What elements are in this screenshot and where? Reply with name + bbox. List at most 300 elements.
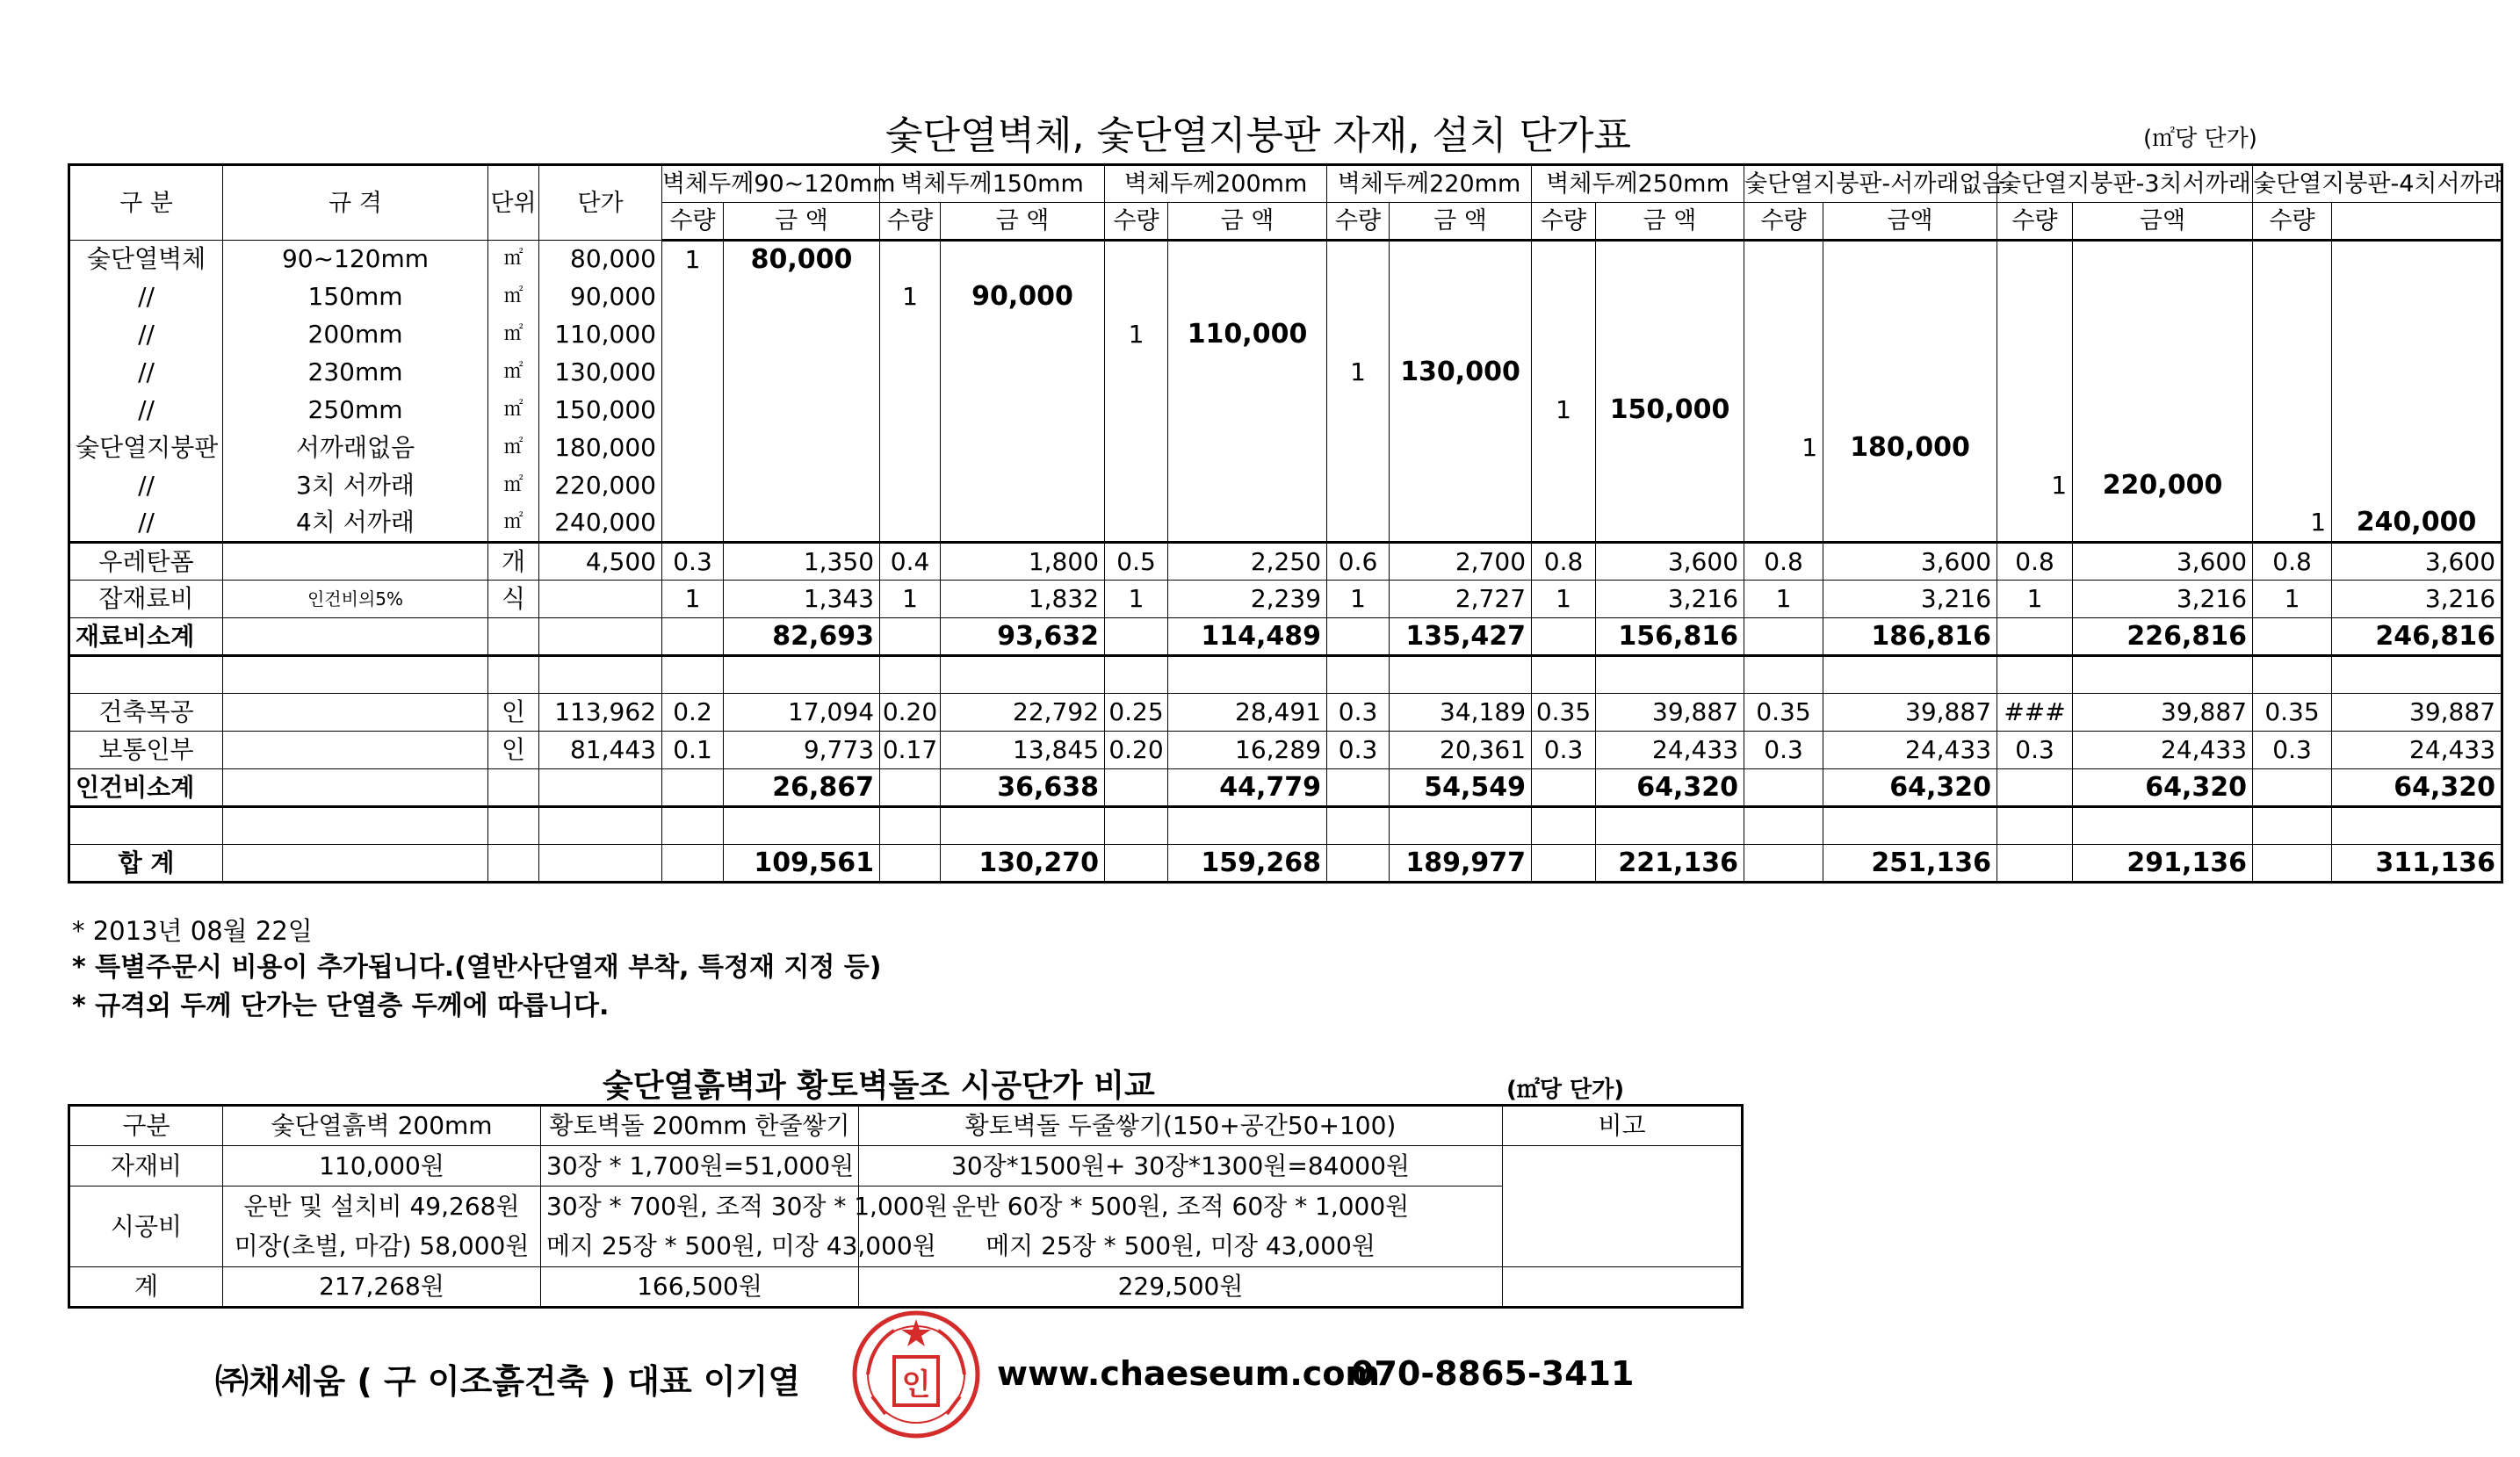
amount-cell [941, 316, 1105, 354]
amount-cell: 24,433 [1823, 732, 1997, 769]
amount-cell: 39,887 [2073, 694, 2253, 732]
qty-cell [662, 316, 724, 354]
qty-cell: 1 [1532, 392, 1596, 429]
blank-cell [539, 769, 662, 807]
laborer-row-unit: 인 [488, 732, 539, 769]
qty-cell: 0.35 [1532, 694, 1596, 732]
qty-cell: 1 [1105, 581, 1168, 618]
item-row [69, 467, 2502, 505]
amount-cell [2332, 316, 2502, 354]
qty-cell: 1 [1997, 467, 2073, 505]
amount-cell [2332, 392, 2502, 429]
header-amount: 금 액 [1168, 203, 1327, 241]
item-unit: ㎡ [488, 392, 539, 429]
qty-cell [2253, 392, 2332, 429]
qty-cell [1532, 505, 1596, 543]
amount-cell [1168, 354, 1327, 392]
qty-cell [1327, 316, 1390, 354]
amount-cell [724, 278, 880, 316]
header-amount: 금액 [1823, 203, 1997, 241]
amount-cell: 20,361 [1390, 732, 1532, 769]
amount-cell: 130,270 [941, 845, 1105, 883]
qty-cell: 0.17 [880, 732, 941, 769]
blank-cell [488, 769, 539, 807]
amount-cell: 24,433 [1596, 732, 1744, 769]
item-name: // [69, 354, 223, 392]
labor-subtotal-row [69, 769, 2502, 807]
urethane-row-name: 우레탄폼 [69, 543, 223, 581]
amount-cell [1823, 505, 1997, 543]
item-name: 숯단열벽체 [69, 241, 223, 278]
amount-cell: 80,000 [724, 241, 880, 278]
item-price: 150,000 [539, 392, 662, 429]
amount-cell: 150,000 [1596, 392, 1744, 429]
qty-cell: 1 [1327, 581, 1390, 618]
amount-cell: 3,216 [1823, 581, 1997, 618]
qty-cell [1105, 278, 1168, 316]
blank-cell [2073, 656, 2253, 694]
qty-cell [1532, 354, 1596, 392]
item-name: // [69, 392, 223, 429]
header-group: 벽체두께250mm [1532, 165, 1744, 203]
amount-cell: 34,189 [1390, 694, 1532, 732]
amount-cell [1823, 316, 1997, 354]
blank-cell [539, 656, 662, 694]
misc-row-price [539, 581, 662, 618]
header-spec: 규 격 [223, 165, 488, 241]
compare-row-label: 시공비 [69, 1187, 223, 1267]
amount-cell [1596, 241, 1744, 278]
item-unit: ㎡ [488, 278, 539, 316]
item-row [69, 278, 2502, 316]
header-amount-blank [2332, 203, 2502, 241]
qty-cell: 0.2 [662, 694, 724, 732]
item-spec: 200mm [223, 316, 488, 354]
item-name: // [69, 316, 223, 354]
amount-cell: 2,727 [1390, 581, 1532, 618]
qty-cell: ### [1997, 694, 2073, 732]
compare-cell: 30장 * 1,700원=51,000원 [541, 1146, 859, 1187]
amount-cell: 3,600 [2332, 543, 2502, 581]
amount-cell [941, 392, 1105, 429]
amount-cell: 159,268 [1168, 845, 1327, 883]
qty-cell [1532, 769, 1596, 807]
qty-cell: 1 [1997, 581, 2073, 618]
blank-cell [2073, 807, 2253, 845]
qty-cell [2253, 316, 2332, 354]
company-name: ㈜채세움 ( 구 이조흙건축 ) 대표 이기열 [215, 1362, 801, 1401]
total-row [69, 845, 2502, 883]
qty-cell [662, 467, 724, 505]
amount-cell [2073, 241, 2253, 278]
amount-cell [1823, 241, 1997, 278]
compare-row-label: 계 [69, 1267, 223, 1308]
qty-cell: 1 [1532, 581, 1596, 618]
qty-cell [662, 505, 724, 543]
header-group: 숯단열지붕판-3치서까래 [1997, 165, 2253, 203]
amount-cell [1168, 392, 1327, 429]
qty-cell [2253, 354, 2332, 392]
item-unit: ㎡ [488, 467, 539, 505]
qty-cell: 0.8 [1744, 543, 1823, 581]
qty-cell [2253, 618, 2332, 656]
qty-cell [1105, 429, 1168, 467]
qty-cell [1997, 278, 2073, 316]
qty-cell [1105, 769, 1168, 807]
amount-cell [1390, 505, 1532, 543]
qty-cell: 0.8 [1997, 543, 2073, 581]
qty-cell [1532, 429, 1596, 467]
item-unit: ㎡ [488, 354, 539, 392]
amount-cell: 2,250 [1168, 543, 1327, 581]
amount-cell [1168, 505, 1327, 543]
qty-cell: 1 [662, 581, 724, 618]
note-line-1: * 특별주문시 비용이 추가됩니다.(열반사단열재 부착, 특정재 지정 등) [72, 952, 882, 983]
qty-cell: 0.3 [1997, 732, 2073, 769]
urethane-row [69, 543, 2502, 581]
qty-cell [662, 354, 724, 392]
amount-cell [1168, 467, 1327, 505]
qty-cell: 1 [662, 241, 724, 278]
compare-cell: 미장(초벌, 마감) 58,000원 [223, 1227, 541, 1267]
compare-cell: 운반 60장 * 500원, 조적 60장 * 1,000원 [859, 1187, 1503, 1227]
compare-cell: 30장*1500원+ 30장*1300원=84000원 [859, 1146, 1503, 1187]
qty-cell: 0.3 [662, 543, 724, 581]
qty-cell [1744, 392, 1823, 429]
qty-cell: 1 [2253, 505, 2332, 543]
item-spec: 4치 서까래 [223, 505, 488, 543]
misc-row [69, 581, 2502, 618]
amount-cell [941, 467, 1105, 505]
qty-cell [1105, 392, 1168, 429]
qty-cell: 0.3 [1327, 732, 1390, 769]
qty-cell: 1 [1744, 429, 1823, 467]
amount-cell: 9,773 [724, 732, 880, 769]
blank-row [69, 807, 2502, 845]
qty-cell [2253, 241, 2332, 278]
qty-cell [1744, 241, 1823, 278]
item-spec: 230mm [223, 354, 488, 392]
qty-cell [1327, 769, 1390, 807]
qty-cell [2253, 467, 2332, 505]
amount-cell [1823, 278, 1997, 316]
qty-cell [1997, 429, 2073, 467]
blank-cell [1823, 807, 1997, 845]
qty-cell [1744, 769, 1823, 807]
compare-header: 황토벽돌 두줄쌓기(150+공간50+100) [859, 1106, 1503, 1146]
amount-cell: 1,343 [724, 581, 880, 618]
amount-cell: 110,000 [1168, 316, 1327, 354]
amount-cell: 39,887 [2332, 694, 2502, 732]
labor-subtotal-row-label: 인건비소계 [69, 769, 223, 807]
amount-cell: 3,600 [1596, 543, 1744, 581]
amount-cell [724, 392, 880, 429]
item-row [69, 241, 2502, 278]
amount-cell [1596, 429, 1744, 467]
carpenter-row [69, 694, 2502, 732]
qty-cell [1997, 618, 2073, 656]
blank-cell [2332, 656, 2502, 694]
amount-cell [1596, 278, 1744, 316]
amount-cell [1596, 505, 1744, 543]
blank-cell [880, 807, 941, 845]
amount-cell: 1,800 [941, 543, 1105, 581]
amount-cell [2332, 241, 2502, 278]
header-group: 벽체두께90~120mm [662, 165, 880, 203]
seal-stamp-icon [850, 1309, 982, 1440]
blank-cell [1997, 656, 2073, 694]
compare-title: 숯단열흙벽과 황토벽돌조 시공단가 비교 [603, 1068, 1155, 1104]
seal-text: 인 [901, 1367, 931, 1403]
qty-cell [1105, 467, 1168, 505]
blank-cell [539, 618, 662, 656]
amount-cell: 2,700 [1390, 543, 1532, 581]
compare-row-label: 자재비 [69, 1146, 223, 1187]
amount-cell: 3,216 [2073, 581, 2253, 618]
amount-cell [1168, 241, 1327, 278]
amount-cell: 3,600 [1823, 543, 1997, 581]
header-qty: 수량 [1327, 203, 1390, 241]
qty-cell [1327, 618, 1390, 656]
amount-cell [2073, 392, 2253, 429]
amount-cell: 1,832 [941, 581, 1105, 618]
amount-cell: 226,816 [2073, 618, 2253, 656]
amount-cell: 135,427 [1390, 618, 1532, 656]
blank-cell [724, 807, 880, 845]
item-price: 220,000 [539, 467, 662, 505]
blank-cell [2253, 807, 2332, 845]
header-qty: 수량 [1532, 203, 1596, 241]
qty-cell [1105, 505, 1168, 543]
amount-cell [941, 505, 1105, 543]
amount-cell: 311,136 [2332, 845, 2502, 883]
qty-cell [880, 845, 941, 883]
header-qty: 수량 [662, 203, 724, 241]
header-group: 숯단열지붕판-서까래없음 [1744, 165, 1997, 203]
blank-cell [1596, 807, 1744, 845]
qty-cell [1327, 278, 1390, 316]
amount-cell [2073, 354, 2253, 392]
blank-cell [488, 618, 539, 656]
qty-cell [1532, 241, 1596, 278]
qty-cell [2253, 429, 2332, 467]
qty-cell [1744, 354, 1823, 392]
qty-cell [1532, 467, 1596, 505]
amount-cell: 44,779 [1168, 769, 1327, 807]
item-spec: 90~120mm [223, 241, 488, 278]
amount-cell [724, 354, 880, 392]
blank-cell [223, 769, 488, 807]
compare-cell: 110,000원 [223, 1146, 541, 1187]
amount-cell: 64,320 [2332, 769, 2502, 807]
qty-cell: 0.8 [1532, 543, 1596, 581]
qty-cell [2253, 769, 2332, 807]
header-qty: 수량 [1105, 203, 1168, 241]
blank-cell [1105, 656, 1168, 694]
qty-cell: 0.5 [1105, 543, 1168, 581]
item-spec: 3치 서까래 [223, 467, 488, 505]
qty-cell [1997, 354, 2073, 392]
qty-cell [1744, 618, 1823, 656]
blank-cell [941, 807, 1105, 845]
amount-cell [1390, 429, 1532, 467]
qty-cell [1997, 241, 2073, 278]
amount-cell [724, 505, 880, 543]
material-subtotal-row [69, 618, 2502, 656]
qty-cell: 0.3 [1532, 732, 1596, 769]
amount-cell [724, 316, 880, 354]
amount-cell [2073, 505, 2253, 543]
compare-remark [1503, 1146, 1743, 1267]
blank-cell [1327, 656, 1390, 694]
qty-cell [1997, 505, 2073, 543]
amount-cell: 39,887 [1823, 694, 1997, 732]
item-spec: 150mm [223, 278, 488, 316]
compare-header: 숯단열흙벽 200mm [223, 1106, 541, 1146]
blank-cell [1997, 807, 2073, 845]
laborer-row-price: 81,443 [539, 732, 662, 769]
qty-cell: 0.1 [662, 732, 724, 769]
compare-header: 구분 [69, 1106, 223, 1146]
blank-cell [488, 656, 539, 694]
unit-note: (㎡당 단가) [2143, 126, 2257, 152]
compare-cell: 30장 * 700원, 조적 30장 * 1,000원 [541, 1187, 859, 1227]
qty-cell [1327, 429, 1390, 467]
note-line-2: * 규격외 두께 단가는 단열층 두께에 따릅니다. [72, 991, 610, 1021]
qty-cell [1532, 278, 1596, 316]
blank-cell [880, 656, 941, 694]
blank-cell [223, 656, 488, 694]
qty-cell: 0.6 [1327, 543, 1390, 581]
blank-cell [2332, 807, 2502, 845]
amount-cell: 22,792 [941, 694, 1105, 732]
compare-remark-total [1503, 1267, 1743, 1308]
item-unit: ㎡ [488, 241, 539, 278]
header-qty: 수량 [880, 203, 941, 241]
blank-cell [223, 845, 488, 883]
qty-cell: 0.3 [2253, 732, 2332, 769]
qty-cell [1744, 505, 1823, 543]
amount-cell [2332, 429, 2502, 467]
blank-cell [1390, 807, 1532, 845]
blank-cell [2253, 656, 2332, 694]
blank-cell [662, 807, 724, 845]
date-note: * 2013년 08월 22일 [72, 916, 313, 946]
compare-cell: 229,500원 [859, 1267, 1503, 1308]
amount-cell [1823, 467, 1997, 505]
item-price: 180,000 [539, 429, 662, 467]
blank-cell [662, 656, 724, 694]
blank-cell [724, 656, 880, 694]
amount-cell [1390, 467, 1532, 505]
blank-cell [539, 807, 662, 845]
phone-number: 070-8865-3411 [1351, 1354, 1635, 1393]
header-group: 벽체두께220mm [1327, 165, 1532, 203]
header-category: 구 분 [69, 165, 223, 241]
material-subtotal-row-label: 재료비소계 [69, 618, 223, 656]
laborer-row-spec [223, 732, 488, 769]
amount-cell: 246,816 [2332, 618, 2502, 656]
carpenter-row-price: 113,962 [539, 694, 662, 732]
compare-cell: 메지 25장 * 500원, 미장 43,000원 [541, 1227, 859, 1267]
qty-cell [1327, 845, 1390, 883]
qty-cell: 1 [880, 278, 941, 316]
qty-cell [662, 845, 724, 883]
urethane-row-price: 4,500 [539, 543, 662, 581]
item-unit: ㎡ [488, 505, 539, 543]
qty-cell [880, 392, 941, 429]
carpenter-row-spec [223, 694, 488, 732]
amount-cell: 64,320 [2073, 769, 2253, 807]
qty-cell [1997, 769, 2073, 807]
item-spec: 서까래없음 [223, 429, 488, 467]
qty-cell [662, 429, 724, 467]
header-amount: 금 액 [941, 203, 1105, 241]
amount-cell: 3,600 [2073, 543, 2253, 581]
amount-cell [1390, 392, 1532, 429]
qty-cell [2253, 278, 2332, 316]
item-unit: ㎡ [488, 316, 539, 354]
item-name: 숯단열지붕판 [69, 429, 223, 467]
blank-cell [69, 807, 223, 845]
qty-cell [880, 467, 941, 505]
item-price: 90,000 [539, 278, 662, 316]
amount-cell: 220,000 [2073, 467, 2253, 505]
qty-cell: 1 [1744, 581, 1823, 618]
header-amount: 금 액 [1596, 203, 1744, 241]
amount-cell [1390, 316, 1532, 354]
amount-cell: 39,887 [1596, 694, 1744, 732]
qty-cell: 0.3 [1327, 694, 1390, 732]
header-group: 숯단열지붕판-4치서까래 [2253, 165, 2502, 203]
blank-row [69, 656, 2502, 694]
blank-cell [223, 807, 488, 845]
compare-cell: 메지 25장 * 500원, 미장 43,000원 [859, 1227, 1503, 1267]
blank-cell [1327, 807, 1390, 845]
amount-cell [2332, 354, 2502, 392]
qty-cell [662, 278, 724, 316]
amount-cell [1823, 392, 1997, 429]
compare-unit-note: (㎡당 단가) [1506, 1077, 1625, 1103]
qty-cell [1105, 241, 1168, 278]
item-price: 110,000 [539, 316, 662, 354]
qty-cell [880, 316, 941, 354]
qty-cell [880, 505, 941, 543]
header-qty: 수량 [2253, 203, 2332, 241]
amount-cell [941, 354, 1105, 392]
qty-cell [1997, 845, 2073, 883]
item-row [69, 354, 2502, 392]
qty-cell: 0.35 [2253, 694, 2332, 732]
website-link[interactable]: www.chaeseum.com [997, 1354, 1381, 1393]
qty-cell [880, 618, 941, 656]
amount-cell [941, 241, 1105, 278]
qty-cell [1327, 241, 1390, 278]
qty-cell: 0.35 [1744, 694, 1823, 732]
misc-row-name: 잡재료비 [69, 581, 223, 618]
item-unit: ㎡ [488, 429, 539, 467]
compare-cell: 166,500원 [541, 1267, 859, 1308]
qty-cell [880, 429, 941, 467]
amount-cell [1596, 467, 1744, 505]
qty-cell [1744, 316, 1823, 354]
item-row [69, 392, 2502, 429]
blank-cell [488, 845, 539, 883]
blank-cell [1390, 656, 1532, 694]
blank-cell [1168, 656, 1327, 694]
amount-cell [724, 429, 880, 467]
qty-cell: 1 [880, 581, 941, 618]
